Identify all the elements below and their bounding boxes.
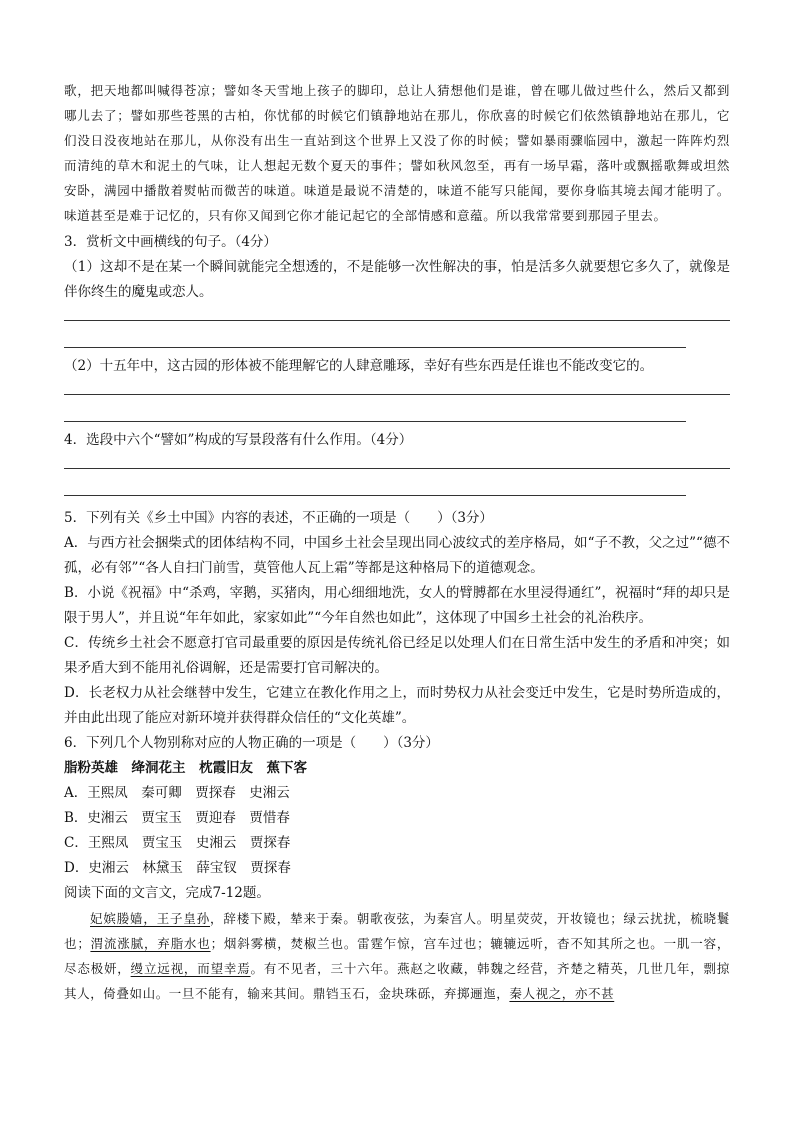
question-3-item-1: （1）这却不是在某一个瞬间就能完全想透的，不是能够一次性解决的事，怕是活多久就要想它多久了，就像是伴你终生的魔鬼或恋人。 [64,259,730,300]
question-6-option-b: B．史湘云 贾宝玉 贾迎春 贾惜春 [64,810,290,826]
question-5-option-a: A．与西方社会捆柴式的团体结构不同，中国乡土社会呈现出同心波纹式的差序格局，如“子不教，父之过”“德不孤，必有邻”“各人自扫门前雪，莫管他人瓦上霜”等都是这种格局下的道德观念。 [64,535,730,576]
underlined-sentence: 缦立远视，而望幸焉 [130,961,251,976]
question-5-option-c: C．传统乡土社会不愿意打官司最重要的原因是传统礼俗已经足以处理人们在日常生活中发生的矛盾和冲突；如果矛盾大到不能用礼俗调解，还是需要打官司解决的。 [64,635,730,676]
passage-text: ；烟斜雾横，焚椒兰也。雷霆乍惊，宫车过也；辘辘远听，杳不知其所之也。一肌一容，尽态极妍， [64,936,731,976]
question-6-title: 6．下列几个人物别称对应的人物正确的一项是（ ）（3分） [64,735,439,751]
reading-intro: 阅读下面的文言文，完成7-12题。 [64,885,270,901]
question-6-option-a: A．王熙凤 秦可卿 贾探春 史湘云 [64,785,290,801]
passage-text: ，辞楼下殿，辇来于秦。朝歌夜弦，为秦宫人。明星荧荧，开妆镜也；绿云扰扰，梳晓鬟也； [64,911,730,951]
passage-text: 。有不见者，三十六年。燕赵之收藏，韩魏之经营，齐楚之精英，几世几年，剽掠其人，倚叠如山。一旦不能有，输来其间。鼎铛玉石，金块珠砾，弃掷逦迤， [64,961,730,1001]
question-5-option-b: B．小说《祝福》中“杀鸡，宰鹅，买猪肉，用心细细地洗，女人的臂膊都在水里浸得通红”，祝福时“拜的却只是限于男人”，并且说“年年如此，家家如此”“今年自然也如此”，这体现了中国乡土社会的礼治秩序。 [64,585,730,626]
question-6-names: 脂粉英雄 绛洞花主 枕霞旧友 蕉下客 [64,760,307,776]
question-5-option-d: D．长老权力从社会继替中发生，它建立在教化作用之上，而时势权力从社会变迁中发生，它是时势所造成的，并由此出现了能应对新环境并获得群众信任的“文化英雄”。 [64,685,730,726]
document-page [64,78,730,1006]
underlined-sentence: 妃嫔媵嫱，王子皇孙 [90,911,211,926]
question-6-option-c: C．王熙凤 贾宝玉 史湘云 贾探春 [64,835,291,851]
question-6-option-d: D．史湘云 林黛玉 薛宝钗 贾探春 [64,860,291,876]
question-5-title: 5．下列有关《乡土中国》内容的表述，不正确的一项是（ ）（3分） [64,510,493,526]
question-3-title: 3．赏析文中画横线的句子。（4分） [64,234,277,250]
passage-tail: 歌，把天地都叫喊得苍凉；譬如冬天雪地上孩子的脚印，总让人猜想他们是谁，曾在哪儿做过些什么，然后又都到哪儿去了；譬如那些苍黑的古柏，你忧郁的时候它们镇静地站在那儿，你欣喜的时候它们依然镇静地站在那儿，它们没日没夜地站在那儿，从你没有出生一直站到这个世界上又没了你的时候；譬如暴雨骤临园中，激起一阵阵灼烈而清纯的草木和泥土的气味，让人想起无数个夏天的事件；譬如秋风忽至，再有一场早霜，落叶或飘摇歌舞或坦然安卧，满园中播散着熨帖而微苦的味道。味道是最说不清楚的，味道不能写只能闻，要你身临其境去闻才能明了。味道甚至是难于记忆的，只有你又闻到它你才能记起它的全部情感和意蕴。所以我常常要到那园子里去。 [64,83,730,223]
classical-passage [64,906,730,1006]
underlined-sentence: 秦人视之，亦不甚 [509,986,615,1001]
question-3-item-2: （2）十五年中，这古园的形体被不能理解它的人肆意雕琢，幸好有些东西是任谁也不能改变它的。 [64,358,654,374]
question-4-title: 4．选段中六个“譬如”构成的写景段落有什么作用。（4分） [64,432,413,448]
underlined-sentence: 渭流涨腻，弃脂水也 [90,936,211,951]
